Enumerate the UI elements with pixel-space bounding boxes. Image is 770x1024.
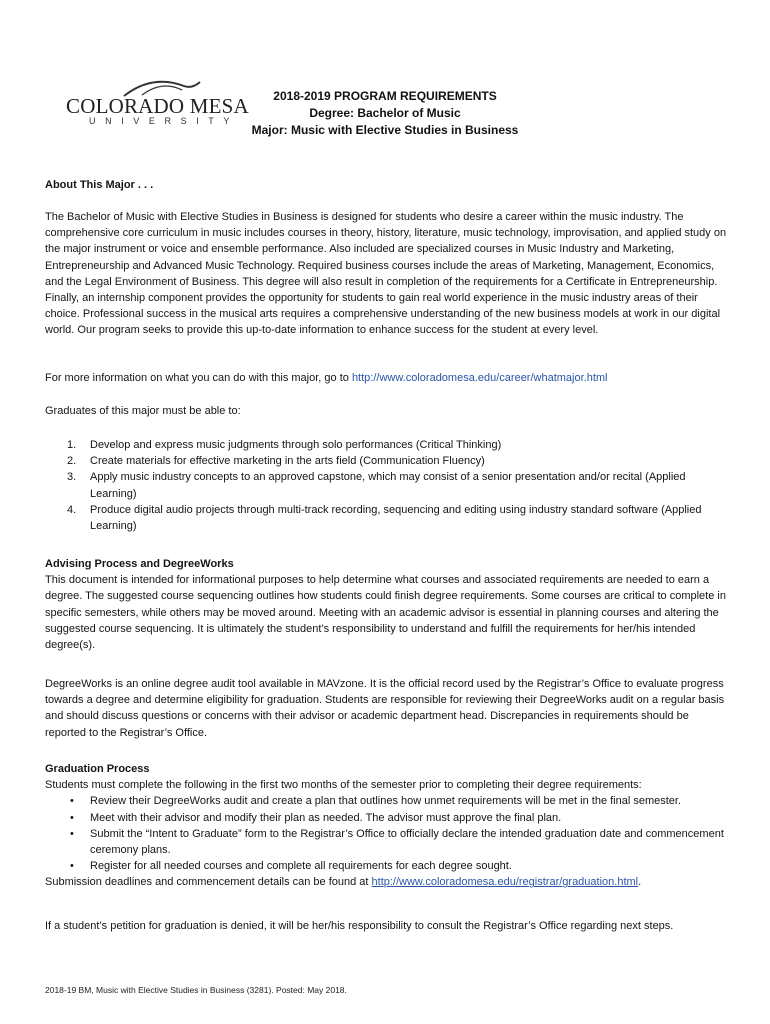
list-item: 3. Apply music industry concepts to an approved capstone, which may consist of a senior presentation and/or recital (Applied Learning) xyxy=(67,471,686,500)
list-item: 1. Develop and express music judgments through solo performances (Critical Thinking) xyxy=(67,439,502,451)
registrar-graduation-link[interactable]: http://www.coloradomesa.edu/registrar/graduation.html xyxy=(371,876,639,889)
page-footer: 2018-19 BM, Music with Elective Studies in Business (3281). Posted: May 2018. xyxy=(45,985,347,995)
degree-title: Degree: Bachelor of Music xyxy=(309,106,461,120)
career-whatmajor-link[interactable]: http://www.coloradomesa.edu/career/whatmajor.html xyxy=(351,372,608,384)
submission-deadlines-line: Submission deadlines and commencement details can be found at http://www.coloradomesa.edu/registrar/graduation.html. xyxy=(45,876,642,889)
learning-outcomes-list xyxy=(45,437,727,534)
list-item: 4. Produce digital audio projects through multi-track recording, sequencing and editing using industry standard software (Applied Learning) xyxy=(67,503,702,533)
graduates-intro: Graduates of this major must be able to: xyxy=(45,405,241,417)
advising-paragraph: This document is intended for informational purposes to help determine what courses and associated requirements are needed to earn a degree. The suggested course sequencing outlines how students could finish degree requirements. Some courses are critical to complete in specific semesters, while others may be moved around. Meeting with an academic advisor is essential in planning courses and altering the suggested course sequencing. It is ultimately the student’s responsibility to understand and fulfill the requirements for her/his intended degree(s). xyxy=(45,574,726,652)
list-item: • Review their DegreeWorks audit and create a plan that outlines how unmet requirements will be met in the final semester. xyxy=(45,793,727,809)
university-logo xyxy=(66,76,249,132)
more-info-line xyxy=(45,370,727,386)
list-item: 2. Create materials for effective marketing in the arts field (Communication Fluency) xyxy=(67,455,485,468)
about-heading: About This Major . . . xyxy=(45,179,154,191)
graduation-heading: Graduation Process xyxy=(45,763,150,775)
bullet-icon: • xyxy=(70,795,74,808)
advising-section xyxy=(45,556,727,653)
logo-subtitle: UNIVERSITY xyxy=(89,116,240,126)
major-title: Major: Music with Elective Studies in Business xyxy=(251,123,519,137)
list-item: • Meet with their advisor and modify their plan as needed. The advisor must approve the final plan. xyxy=(45,810,727,826)
denied-petition-paragraph: If a student’s petition for graduation is denied, it will be her/his responsibility to consult the Registrar’s Office regarding next steps. xyxy=(45,920,674,932)
logo-name: COLORADO MESA xyxy=(66,94,249,118)
list-item: • Submit the “Intent to Graduate” form to the Registrar’s Office to officially declare the intended graduation date and commencement ceremony plans. xyxy=(70,827,724,857)
graduation-intro: Students must complete the following in the first two months of the semester prior to completing their degree requirements: xyxy=(45,779,642,792)
list-item: • Register for all needed courses and complete all requirements for each degree sought. xyxy=(45,858,727,874)
bullet-icon: • xyxy=(70,811,74,824)
bullet-icon: • xyxy=(70,860,74,873)
graduation-section xyxy=(45,761,727,891)
advising-heading: Advising Process and DegreeWorks xyxy=(45,558,234,570)
bullet-icon: • xyxy=(70,827,74,840)
program-requirements-title: 2018-2019 PROGRAM REQUIREMENTS xyxy=(273,89,497,103)
degreeworks-paragraph: DegreeWorks is an online degree audit tool available in MAVzone. It is the official record used by the Registrar’s Office to evaluate progress towards a degree and determine eligibility for graduation. Students are responsible for reviewing their DegreeWorks audit on a regular basis and should discuss questions or concerns with their advisor or academic department head. Discrepancies in requirements should be reported to the Registrar’s Office. xyxy=(45,678,725,739)
about-paragraph: The Bachelor of Music with Elective Studies in Business is designed for students who desire a career within the music industry. The comprehensive core curriculum in music includes courses in theory, history, literature, music technology, improvisation, and applied study on the major instrument or voice and ensemble performance. Also included are specialized courses in Music Industry and Marketing, Entrepreneurship and Advanced Music Technology. Required business courses include the areas of Marketing, Management, Economics, and the Legal Environment of Business. This degree will also result in completion of the requirements for a Certificate in Entrepreneurship. Finally, an internship component provides the opportunity for students to gain real world experience in the music industry areas of their choice. Professional success in the musical arts requires a comprehensive understanding of the new business models at work in our digital world. Our program seeks to provide this up-to-date information to enhance success for the student at every level. xyxy=(45,211,727,337)
document-header xyxy=(240,88,530,139)
more-info-text: For more information on what you can do with this major, go to xyxy=(45,372,352,384)
